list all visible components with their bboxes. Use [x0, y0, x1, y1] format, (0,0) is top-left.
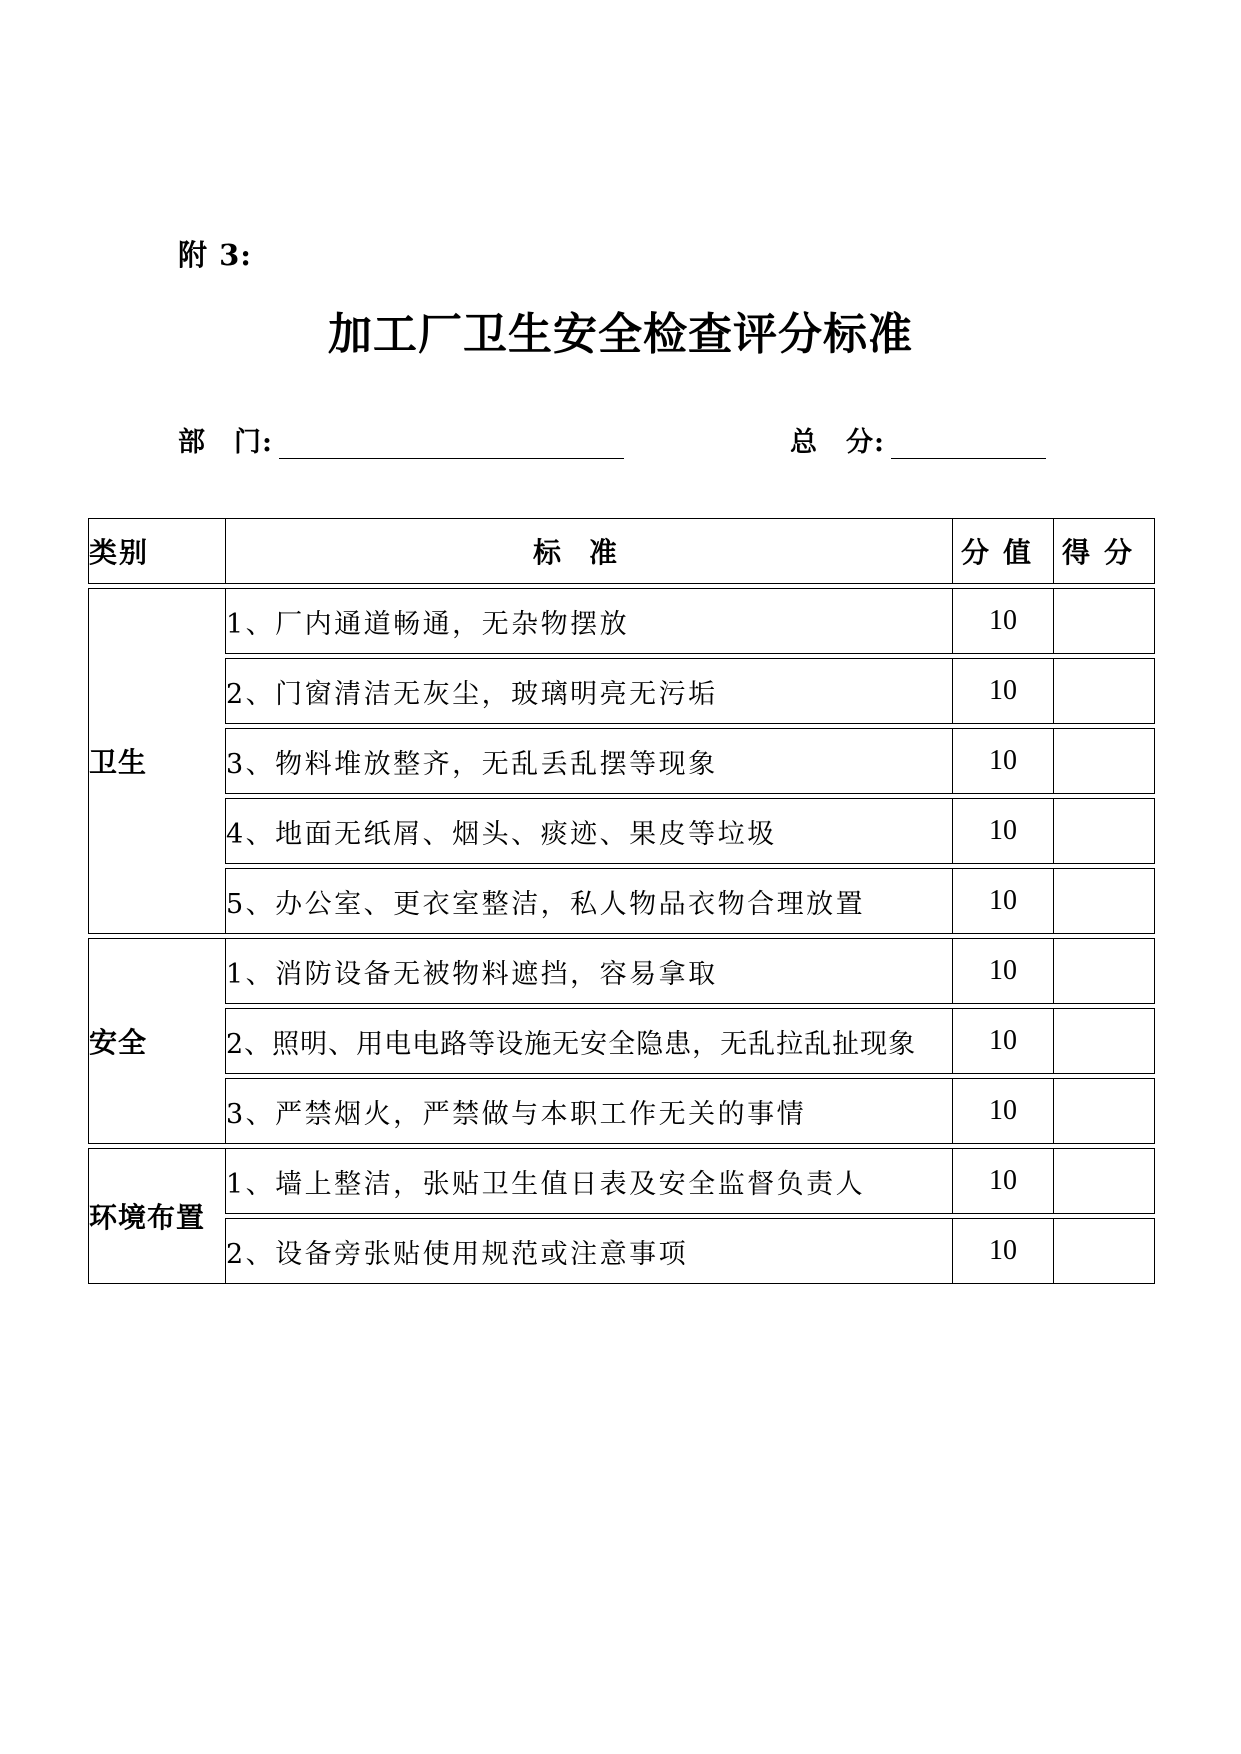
value-cell: 10 [952, 1218, 1053, 1284]
table-row [88, 1218, 1155, 1284]
header-standard: 标准 [225, 518, 952, 584]
value-cell: 10 [952, 1008, 1053, 1074]
table-row [88, 658, 1155, 724]
header-category: 类别 [88, 518, 225, 584]
score-cell[interactable] [1053, 588, 1155, 654]
table-row [88, 588, 1155, 654]
table-row [88, 1008, 1155, 1074]
standard-cell: 4、地面无纸屑、烟头、痰迹、果皮等垃圾 [225, 798, 952, 864]
table-row [88, 1078, 1155, 1144]
score-cell[interactable] [1053, 938, 1155, 1004]
score-cell[interactable] [1053, 728, 1155, 794]
page-title: 加工厂卫生安全检查评分标准 [328, 309, 913, 360]
department-field [178, 420, 624, 459]
category-cell-hygiene: 卫生 [88, 588, 225, 934]
category-cell-environment: 环境布置 [88, 1148, 225, 1284]
header-value: 分值 [952, 518, 1053, 584]
score-cell[interactable] [1053, 798, 1155, 864]
value-cell: 10 [952, 1078, 1053, 1144]
total-score-field [790, 420, 1046, 459]
table-row [88, 798, 1155, 864]
department-label: 部 门: [178, 427, 273, 458]
score-cell[interactable] [1053, 1078, 1155, 1144]
standard-cell: 1、厂内通道畅通，无杂物摆放 [225, 588, 952, 654]
table-row [88, 938, 1155, 1004]
standard-cell: 1、消防设备无被物料遮挡，容易拿取 [225, 938, 952, 1004]
score-cell[interactable] [1053, 868, 1155, 934]
standard-cell: 3、严禁烟火，严禁做与本职工作无关的事情 [225, 1078, 952, 1144]
standard-cell: 2、门窗清洁无灰尘，玻璃明亮无污垢 [225, 658, 952, 724]
standard-cell: 5、办公室、更衣室整洁，私人物品衣物合理放置 [225, 868, 952, 934]
score-cell[interactable] [1053, 1218, 1155, 1284]
score-cell[interactable] [1053, 1008, 1155, 1074]
value-cell: 10 [952, 728, 1053, 794]
standard-cell: 2、照明、用电电路等设施无安全隐患，无乱拉乱扯现象 [225, 1008, 952, 1074]
appendix-label: 附 3: [178, 238, 252, 272]
standard-cell: 1、墙上整洁，张贴卫生值日表及安全监督负责人 [225, 1148, 952, 1214]
table-header-row [88, 518, 1155, 584]
standard-cell: 3、物料堆放整齐，无乱丢乱摆等现象 [225, 728, 952, 794]
value-cell: 10 [952, 1148, 1053, 1214]
total-score-blank[interactable] [891, 428, 1046, 459]
category-cell-safety: 安全 [88, 938, 225, 1144]
value-cell: 10 [952, 588, 1053, 654]
score-cell[interactable] [1053, 1148, 1155, 1214]
score-cell[interactable] [1053, 658, 1155, 724]
table-row [88, 868, 1155, 934]
value-cell: 10 [952, 938, 1053, 1004]
scoring-table [88, 514, 1155, 1288]
total-score-label: 总 分: [790, 427, 885, 458]
value-cell: 10 [952, 658, 1053, 724]
table-row [88, 728, 1155, 794]
value-cell: 10 [952, 798, 1053, 864]
value-cell: 10 [952, 868, 1053, 934]
standard-cell: 2、设备旁张贴使用规范或注意事项 [225, 1218, 952, 1284]
header-score: 得分 [1053, 518, 1155, 584]
table-row [88, 1148, 1155, 1214]
department-blank[interactable] [279, 428, 624, 459]
